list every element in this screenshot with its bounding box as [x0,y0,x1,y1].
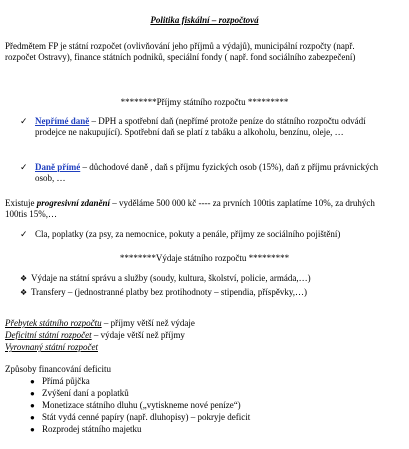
income-item-direct-taxes [20,162,385,184]
income-item-indirect-taxes [20,116,385,138]
income-item-duties-fees [20,229,395,240]
progressive-term: progresivní zdanění [36,198,111,208]
balance-surplus: Přebytek státního rozpočtu – příjmy větší než výdaje [5,318,195,328]
income-heading: ********Příjmy státního rozpočtu ********* [120,97,289,107]
balance-deficit: Deficitní státní rozpočet – výdaje větší než příjmy [5,330,185,340]
expense-item: ❖ Transfery – (jednostranné platby bez protihodnoty – stipendia, příspěvky,…) [20,287,308,297]
check-icon: ✓ [20,162,28,172]
deficit-item: ● Stát vydá cenné papíry (např. dluhopisy) – pokryje deficit [30,412,251,422]
income-other-text: Cla, poplatky (za psy, za nemocnice, pokuty a penále, příjmy ze sociálního pojištění) [35,229,341,239]
intro-paragraph: Předmětem FP je státní rozpočet (ovlivňování jeho příjmů a výdajů), municipální rozpočty (např. rozpočet Ostravy), finance státních podniků, speciální fondy ( např. fond sociálního zabezpečení) [5,41,356,62]
bullet-icon: ● [30,425,35,434]
expense-heading: ********Výdaje státního rozpočtu ********* [119,253,290,263]
income-text: – DPH a spotřební daň (nepřímé protože peníze do státního rozpočtu odvádí prodejce ne nakupující). Spotřební daň se platí z tabáku a alkoholu, benzínu, oleje, … [35,116,366,137]
deficit-item: ● Přímá půjčka [30,376,90,386]
bullet-icon: ● [30,389,35,398]
bullet-icon: ● [30,377,35,386]
diamond-bullet-icon: ❖ [20,274,28,283]
document-title: Politika fiskální – rozpočtová [150,15,259,25]
deficit-item: ● Monetizace státního dluhu („vytiskneme nové peníze“) [30,400,241,410]
income-term: Daně přímé [35,162,81,172]
progressive-taxation-paragraph [5,198,390,220]
expense-item: ❖ Výdaje na státní správu a služby (soudy, kultura, školství, policie, armáda,…) [20,273,311,283]
progressive-text: – vyděláme 500 000 kč ---- za prvních 100tis zaplatíme 10%, za druhých 100tis 15%,… [5,198,375,219]
progressive-prefix: Existuje [5,198,37,208]
income-term: Nepřímé daně [35,116,90,126]
bullet-icon: ● [30,413,35,422]
deficit-item: ● Zvýšení daní a poplatků [30,388,129,398]
balance-balanced: Vyrovnaný státní rozpočet [5,342,98,352]
bullet-icon: ● [30,401,35,410]
check-icon: ✓ [20,229,28,239]
deficit-financing-heading: Způsoby financování deficitu [5,364,111,374]
check-icon: ✓ [20,116,28,126]
income-text: – důchodové daně , daň s příjmu fyzických osob (15%), daň z příjmu právnických osob, … [35,162,379,183]
diamond-bullet-icon: ❖ [20,288,28,297]
deficit-item: ● Rozprodej státního majetku [30,424,142,434]
